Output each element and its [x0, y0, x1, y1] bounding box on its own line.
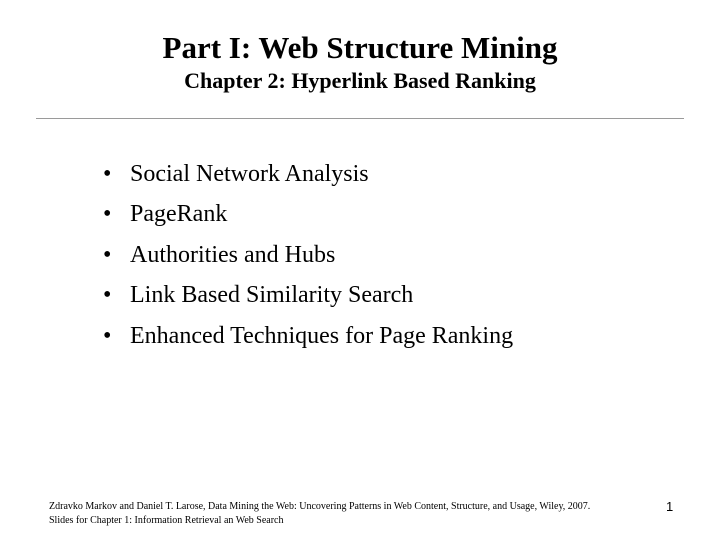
bullet-item: [103, 160, 513, 188]
bullet-marker: •: [103, 201, 112, 228]
bullet-item: [103, 281, 513, 309]
bullet-text: Social Network Analysis: [130, 161, 369, 187]
bullet-item: [103, 200, 513, 228]
bullet-marker: •: [103, 241, 112, 268]
footer-line-2: Slides for Chapter 1: Information Retrieval an Web Search: [49, 515, 284, 526]
bullet-text: Authorities and Hubs: [130, 241, 336, 268]
footer-line-1: Zdravko Markov and Daniel T. Larose, Data Mining the Web: Uncovering Patterns in Web Content, Structure, and Usage, Wiley, 2007.: [49, 501, 591, 512]
bullet-item: [103, 322, 513, 350]
page-number: 1: [666, 499, 674, 514]
bullet-item: [103, 241, 513, 269]
title-block: [0, 30, 720, 94]
bullet-list: [103, 160, 513, 362]
bullet-text: Enhanced Techniques for Page Ranking: [130, 322, 514, 349]
title-divider: [36, 118, 684, 119]
bullet-text: PageRank: [130, 201, 228, 228]
slide-subtitle: Chapter 2: Hyperlink Based Ranking: [184, 68, 536, 93]
bullet-text: Link Based Similarity Search: [130, 282, 414, 309]
bullet-marker: •: [103, 161, 112, 187]
bullet-marker: •: [103, 282, 112, 309]
bullet-marker: •: [103, 322, 112, 349]
slide-title: Part I: Web Structure Mining: [162, 30, 558, 65]
footer-citation: [49, 500, 590, 528]
